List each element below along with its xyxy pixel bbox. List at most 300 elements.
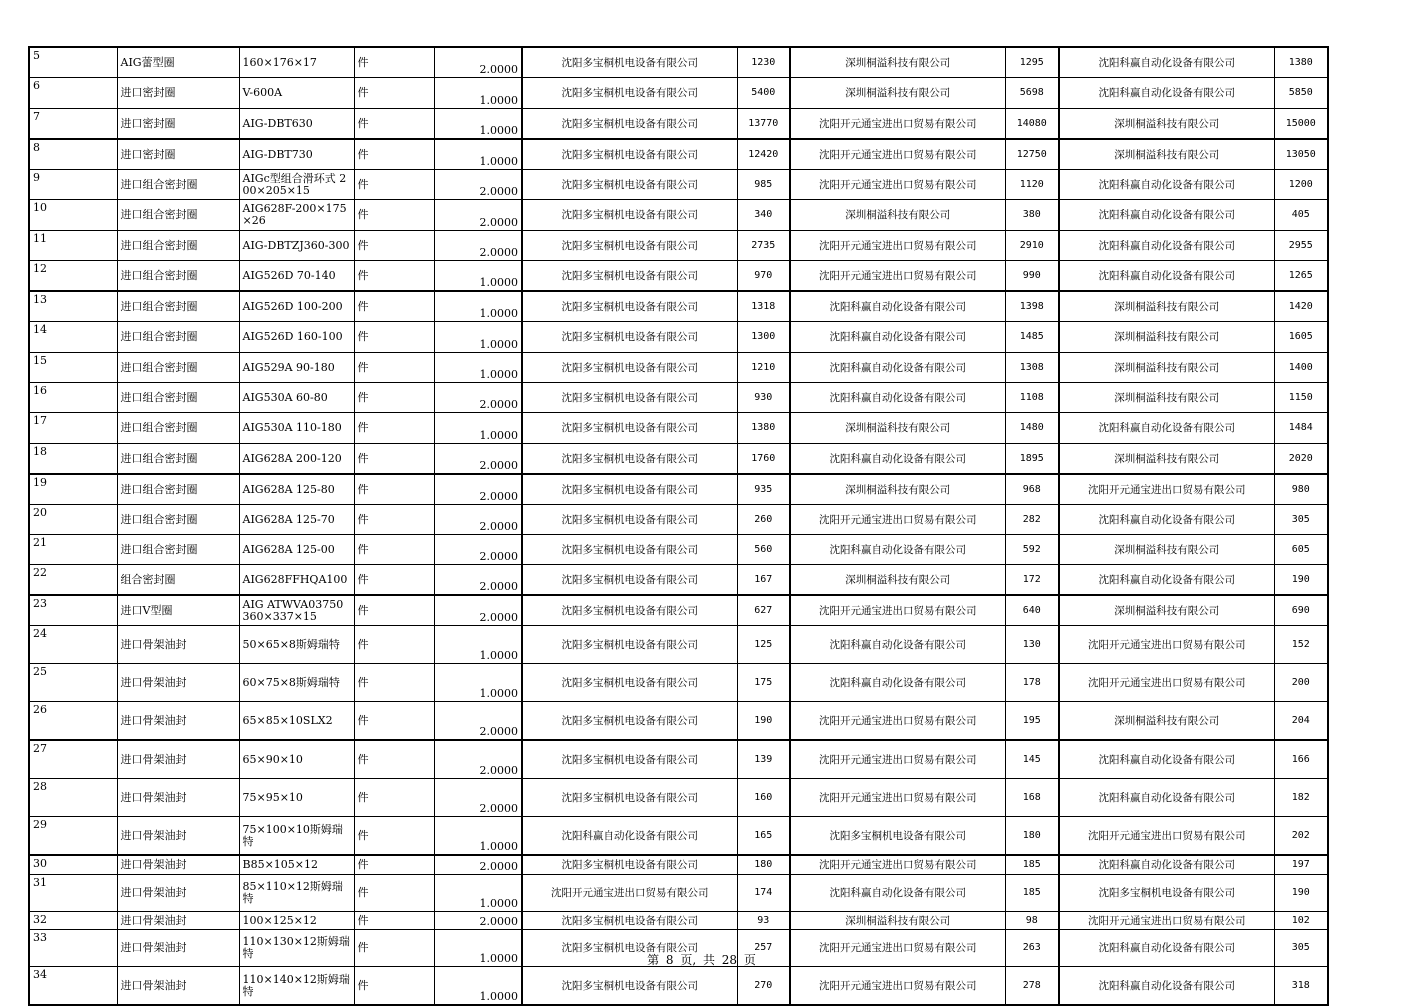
supplier-3-cell: 沈阳科赢自动化设备有限公司	[1059, 231, 1274, 261]
price-3-cell: 1380	[1274, 47, 1328, 78]
material-name-cell: 进口组合密封圈	[117, 353, 239, 383]
row-number-cell: 15	[29, 353, 117, 383]
price-2-cell: 1485	[1005, 322, 1059, 353]
row-number-cell: 27	[29, 740, 117, 779]
material-name-cell: 进口骨架油封	[117, 817, 239, 856]
supplier-1-cell: 沈阳多宝桐机电设备有限公司	[522, 78, 737, 109]
supplier-3-cell: 深圳桐溢科技有限公司	[1059, 353, 1274, 383]
quantity-cell: 1.0000	[434, 413, 522, 444]
material-name-cell: 组合密封圈	[117, 565, 239, 596]
price-2-cell: 14080	[1005, 109, 1059, 140]
material-spec-cell: 50×65×8斯姆瑞特	[239, 626, 354, 664]
material-spec-cell: AIG530A 110-180	[239, 413, 354, 444]
material-name-cell: 进口密封圈	[117, 78, 239, 109]
price-2-cell: 180	[1005, 817, 1059, 856]
supplier-1-cell: 沈阳多宝桐机电设备有限公司	[522, 474, 737, 505]
supplier-2-cell: 沈阳科赢自动化设备有限公司	[790, 353, 1005, 383]
row-number-cell: 28	[29, 779, 117, 817]
price-1-cell: 1210	[737, 353, 790, 383]
table-row	[29, 505, 1328, 535]
quantity-cell: 1.0000	[434, 322, 522, 353]
material-name-cell: 进口V型圈	[117, 595, 239, 626]
material-name-cell: 进口组合密封圈	[117, 200, 239, 231]
price-2-cell: 380	[1005, 200, 1059, 231]
price-3-cell: 102	[1274, 912, 1328, 930]
supplier-2-cell: 沈阳开元通宝进出口贸易有限公司	[790, 595, 1005, 626]
price-1-cell: 139	[737, 740, 790, 779]
supplier-1-cell: 沈阳多宝桐机电设备有限公司	[522, 505, 737, 535]
row-number-cell: 5	[29, 47, 117, 78]
unit-cell: 件	[354, 535, 434, 565]
supplier-1-cell: 沈阳多宝桐机电设备有限公司	[522, 322, 737, 353]
price-1-cell: 1318	[737, 291, 790, 322]
supplier-1-cell: 沈阳多宝桐机电设备有限公司	[522, 291, 737, 322]
material-spec-cell: B85×105×12	[239, 855, 354, 875]
unit-cell: 件	[354, 875, 434, 912]
supplier-2-cell: 深圳桐溢科技有限公司	[790, 47, 1005, 78]
price-1-cell: 180	[737, 855, 790, 875]
price-2-cell: 195	[1005, 702, 1059, 741]
material-name-cell: 进口骨架油封	[117, 855, 239, 875]
material-spec-cell: AIG-DBT730	[239, 139, 354, 170]
material-spec-cell: AIG526D 70-140	[239, 261, 354, 292]
supplier-2-cell: 沈阳开元通宝进出口贸易有限公司	[790, 505, 1005, 535]
price-2-cell: 12750	[1005, 139, 1059, 170]
price-2-cell: 640	[1005, 595, 1059, 626]
quantity-cell: 2.0000	[434, 47, 522, 78]
unit-cell: 件	[354, 78, 434, 109]
quantity-cell: 1.0000	[434, 109, 522, 140]
material-spec-cell: AIG628A 125-70	[239, 505, 354, 535]
material-spec-cell: AIG529A 90-180	[239, 353, 354, 383]
supplier-1-cell: 沈阳多宝桐机电设备有限公司	[522, 535, 737, 565]
material-name-cell: 进口组合密封圈	[117, 383, 239, 413]
price-1-cell: 935	[737, 474, 790, 505]
price-2-cell: 1895	[1005, 444, 1059, 475]
table-body	[29, 47, 1328, 1005]
price-2-cell: 1295	[1005, 47, 1059, 78]
table-row	[29, 967, 1328, 1006]
price-3-cell: 15000	[1274, 109, 1328, 140]
quantity-cell: 2.0000	[434, 474, 522, 505]
supplier-3-cell: 沈阳科赢自动化设备有限公司	[1059, 855, 1274, 875]
supplier-3-cell: 沈阳科赢自动化设备有限公司	[1059, 413, 1274, 444]
price-1-cell: 167	[737, 565, 790, 596]
material-spec-cell: AIG628F-200×175×26	[239, 200, 354, 231]
price-3-cell: 1265	[1274, 261, 1328, 292]
supplier-1-cell: 沈阳多宝桐机电设备有限公司	[522, 740, 737, 779]
quantity-cell: 2.0000	[434, 740, 522, 779]
supplier-2-cell: 沈阳开元通宝进出口贸易有限公司	[790, 109, 1005, 140]
supplier-1-cell: 沈阳多宝桐机电设备有限公司	[522, 702, 737, 741]
price-3-cell: 5850	[1274, 78, 1328, 109]
price-1-cell: 985	[737, 170, 790, 200]
table-row	[29, 413, 1328, 444]
material-name-cell: 进口骨架油封	[117, 702, 239, 741]
price-2-cell: 1480	[1005, 413, 1059, 444]
row-number-cell: 19	[29, 474, 117, 505]
row-number-cell: 16	[29, 383, 117, 413]
supplier-3-cell: 沈阳科赢自动化设备有限公司	[1059, 47, 1274, 78]
supplier-2-cell: 沈阳科赢自动化设备有限公司	[790, 626, 1005, 664]
material-name-cell: 进口骨架油封	[117, 912, 239, 930]
price-3-cell: 182	[1274, 779, 1328, 817]
supplier-3-cell: 沈阳科赢自动化设备有限公司	[1059, 78, 1274, 109]
row-number-cell: 33	[29, 930, 117, 967]
table-row	[29, 109, 1328, 140]
price-1-cell: 1300	[737, 322, 790, 353]
row-number-cell: 30	[29, 855, 117, 875]
material-name-cell: 进口组合密封圈	[117, 291, 239, 322]
supplier-2-cell: 沈阳开元通宝进出口贸易有限公司	[790, 261, 1005, 292]
supplier-3-cell: 沈阳科赢自动化设备有限公司	[1059, 779, 1274, 817]
material-name-cell: 进口骨架油封	[117, 875, 239, 912]
row-number-cell: 23	[29, 595, 117, 626]
quantity-cell: 2.0000	[434, 170, 522, 200]
quantity-cell: 1.0000	[434, 353, 522, 383]
supplier-1-cell: 沈阳多宝桐机电设备有限公司	[522, 353, 737, 383]
price-3-cell: 305	[1274, 930, 1328, 967]
unit-cell: 件	[354, 626, 434, 664]
quantity-cell: 2.0000	[434, 383, 522, 413]
supplier-3-cell: 沈阳科赢自动化设备有限公司	[1059, 740, 1274, 779]
supplier-1-cell: 沈阳多宝桐机电设备有限公司	[522, 912, 737, 930]
supplier-2-cell: 沈阳科赢自动化设备有限公司	[790, 291, 1005, 322]
material-name-cell: 进口骨架油封	[117, 626, 239, 664]
row-number-cell: 34	[29, 967, 117, 1006]
price-3-cell: 1200	[1274, 170, 1328, 200]
quantity-cell: 1.0000	[434, 139, 522, 170]
price-3-cell: 197	[1274, 855, 1328, 875]
supplier-3-cell: 沈阳科赢自动化设备有限公司	[1059, 930, 1274, 967]
material-name-cell: 进口骨架油封	[117, 930, 239, 967]
unit-cell: 件	[354, 912, 434, 930]
price-2-cell: 178	[1005, 664, 1059, 702]
unit-cell: 件	[354, 817, 434, 856]
table-row	[29, 291, 1328, 322]
supplier-3-cell: 深圳桐溢科技有限公司	[1059, 383, 1274, 413]
price-3-cell: 405	[1274, 200, 1328, 231]
supplier-1-cell: 沈阳多宝桐机电设备有限公司	[522, 139, 737, 170]
price-3-cell: 190	[1274, 875, 1328, 912]
supplier-3-cell: 深圳桐溢科技有限公司	[1059, 595, 1274, 626]
price-1-cell: 93	[737, 912, 790, 930]
price-3-cell: 13050	[1274, 139, 1328, 170]
supplier-3-cell: 沈阳科赢自动化设备有限公司	[1059, 170, 1274, 200]
table-row	[29, 664, 1328, 702]
quantity-cell: 2.0000	[434, 702, 522, 741]
supplier-2-cell: 沈阳多宝桐机电设备有限公司	[790, 817, 1005, 856]
row-number-cell: 26	[29, 702, 117, 741]
price-1-cell: 190	[737, 702, 790, 741]
supplier-3-cell: 沈阳开元通宝进出口贸易有限公司	[1059, 664, 1274, 702]
unit-cell: 件	[354, 779, 434, 817]
unit-cell: 件	[354, 353, 434, 383]
supplier-3-cell: 沈阳科赢自动化设备有限公司	[1059, 565, 1274, 596]
quantity-cell: 2.0000	[434, 912, 522, 930]
material-spec-cell: 110×140×12斯姆瑞特	[239, 967, 354, 1006]
price-1-cell: 560	[737, 535, 790, 565]
quantity-cell: 2.0000	[434, 595, 522, 626]
unit-cell: 件	[354, 595, 434, 626]
price-3-cell: 605	[1274, 535, 1328, 565]
quantity-cell: 2.0000	[434, 444, 522, 475]
unit-cell: 件	[354, 261, 434, 292]
material-spec-cell: AIG628A 125-00	[239, 535, 354, 565]
material-spec-cell: AIG-DBT630	[239, 109, 354, 140]
supplier-3-cell: 沈阳开元通宝进出口贸易有限公司	[1059, 912, 1274, 930]
row-number-cell: 8	[29, 139, 117, 170]
supplier-2-cell: 沈阳科赢自动化设备有限公司	[790, 875, 1005, 912]
supplier-2-cell: 深圳桐溢科技有限公司	[790, 78, 1005, 109]
material-spec-cell: 60×75×8斯姆瑞特	[239, 664, 354, 702]
supplier-1-cell: 沈阳多宝桐机电设备有限公司	[522, 967, 737, 1006]
table-row	[29, 702, 1328, 741]
price-3-cell: 204	[1274, 702, 1328, 741]
price-2-cell: 168	[1005, 779, 1059, 817]
table-row	[29, 779, 1328, 817]
table-row	[29, 78, 1328, 109]
supplier-1-cell: 沈阳多宝桐机电设备有限公司	[522, 47, 737, 78]
material-name-cell: 进口组合密封圈	[117, 474, 239, 505]
price-1-cell: 174	[737, 875, 790, 912]
supplier-3-cell: 沈阳开元通宝进出口贸易有限公司	[1059, 474, 1274, 505]
supplier-3-cell: 深圳桐溢科技有限公司	[1059, 291, 1274, 322]
table-row	[29, 855, 1328, 875]
unit-cell: 件	[354, 855, 434, 875]
material-name-cell: AIG蕾型圈	[117, 47, 239, 78]
price-2-cell: 185	[1005, 855, 1059, 875]
quantity-cell: 2.0000	[434, 535, 522, 565]
material-spec-cell: AIG526D 100-200	[239, 291, 354, 322]
price-1-cell: 1230	[737, 47, 790, 78]
price-2-cell: 185	[1005, 875, 1059, 912]
row-number-cell: 20	[29, 505, 117, 535]
material-spec-cell: AIG ATWVA03750 360×337×15	[239, 595, 354, 626]
quantity-cell: 2.0000	[434, 505, 522, 535]
price-1-cell: 340	[737, 200, 790, 231]
unit-cell: 件	[354, 139, 434, 170]
supplier-2-cell: 深圳桐溢科技有限公司	[790, 565, 1005, 596]
supplier-3-cell: 沈阳科赢自动化设备有限公司	[1059, 200, 1274, 231]
material-name-cell: 进口组合密封圈	[117, 535, 239, 565]
price-2-cell: 145	[1005, 740, 1059, 779]
supplier-3-cell: 深圳桐溢科技有限公司	[1059, 702, 1274, 741]
material-spec-cell: AIG530A 60-80	[239, 383, 354, 413]
price-3-cell: 1484	[1274, 413, 1328, 444]
supplier-2-cell: 沈阳科赢自动化设备有限公司	[790, 322, 1005, 353]
material-name-cell: 进口骨架油封	[117, 740, 239, 779]
quotation-table	[28, 46, 1329, 1006]
table-row	[29, 353, 1328, 383]
unit-cell: 件	[354, 474, 434, 505]
price-2-cell: 592	[1005, 535, 1059, 565]
supplier-1-cell: 沈阳多宝桐机电设备有限公司	[522, 444, 737, 475]
material-name-cell: 进口骨架油封	[117, 967, 239, 1006]
supplier-1-cell: 沈阳多宝桐机电设备有限公司	[522, 109, 737, 140]
material-spec-cell: AIGc型组合滑环式 200×205×15	[239, 170, 354, 200]
row-number-cell: 31	[29, 875, 117, 912]
price-3-cell: 980	[1274, 474, 1328, 505]
price-2-cell: 2910	[1005, 231, 1059, 261]
material-spec-cell: 100×125×12	[239, 912, 354, 930]
price-2-cell: 130	[1005, 626, 1059, 664]
unit-cell: 件	[354, 967, 434, 1006]
price-3-cell: 305	[1274, 505, 1328, 535]
supplier-2-cell: 沈阳科赢自动化设备有限公司	[790, 383, 1005, 413]
supplier-1-cell: 沈阳多宝桐机电设备有限公司	[522, 930, 737, 967]
price-2-cell: 282	[1005, 505, 1059, 535]
supplier-2-cell: 沈阳开元通宝进出口贸易有限公司	[790, 231, 1005, 261]
unit-cell: 件	[354, 444, 434, 475]
quantity-cell: 1.0000	[434, 875, 522, 912]
material-spec-cell: 75×100×10斯姆瑞特	[239, 817, 354, 856]
material-name-cell: 进口组合密封圈	[117, 413, 239, 444]
quantity-cell: 1.0000	[434, 930, 522, 967]
quantity-cell: 1.0000	[434, 78, 522, 109]
page-footer: 第 8 页, 共 28 页	[647, 953, 756, 967]
row-number-cell: 11	[29, 231, 117, 261]
supplier-3-cell: 深圳桐溢科技有限公司	[1059, 535, 1274, 565]
supplier-1-cell: 沈阳多宝桐机电设备有限公司	[522, 595, 737, 626]
material-name-cell: 进口组合密封圈	[117, 444, 239, 475]
material-spec-cell: AIG-DBTZJ360-300	[239, 231, 354, 261]
supplier-2-cell: 沈阳开元通宝进出口贸易有限公司	[790, 170, 1005, 200]
unit-cell: 件	[354, 291, 434, 322]
material-name-cell: 进口密封圈	[117, 139, 239, 170]
price-2-cell: 1120	[1005, 170, 1059, 200]
table-row	[29, 383, 1328, 413]
supplier-1-cell: 沈阳多宝桐机电设备有限公司	[522, 626, 737, 664]
table-row	[29, 875, 1328, 912]
table-row	[29, 626, 1328, 664]
price-2-cell: 968	[1005, 474, 1059, 505]
price-3-cell: 152	[1274, 626, 1328, 664]
table-row	[29, 47, 1328, 78]
price-1-cell: 12420	[737, 139, 790, 170]
price-1-cell: 125	[737, 626, 790, 664]
quantity-cell: 1.0000	[434, 817, 522, 856]
price-2-cell: 1398	[1005, 291, 1059, 322]
material-name-cell: 进口骨架油封	[117, 664, 239, 702]
price-3-cell: 318	[1274, 967, 1328, 1006]
supplier-3-cell: 沈阳开元通宝进出口贸易有限公司	[1059, 817, 1274, 856]
table-row	[29, 912, 1328, 930]
price-1-cell: 970	[737, 261, 790, 292]
price-3-cell: 2020	[1274, 444, 1328, 475]
price-3-cell: 190	[1274, 565, 1328, 596]
table-row	[29, 322, 1328, 353]
price-3-cell: 1150	[1274, 383, 1328, 413]
unit-cell: 件	[354, 413, 434, 444]
supplier-3-cell: 深圳桐溢科技有限公司	[1059, 322, 1274, 353]
supplier-2-cell: 深圳桐溢科技有限公司	[790, 200, 1005, 231]
supplier-1-cell: 沈阳多宝桐机电设备有限公司	[522, 565, 737, 596]
unit-cell: 件	[354, 322, 434, 353]
row-number-cell: 24	[29, 626, 117, 664]
supplier-3-cell: 沈阳科赢自动化设备有限公司	[1059, 967, 1274, 1006]
supplier-2-cell: 深圳桐溢科技有限公司	[790, 413, 1005, 444]
supplier-3-cell: 深圳桐溢科技有限公司	[1059, 109, 1274, 140]
supplier-2-cell: 沈阳科赢自动化设备有限公司	[790, 535, 1005, 565]
material-name-cell: 进口组合密封圈	[117, 261, 239, 292]
price-3-cell: 200	[1274, 664, 1328, 702]
unit-cell: 件	[354, 109, 434, 140]
row-number-cell: 17	[29, 413, 117, 444]
material-spec-cell: 65×85×10SLX2	[239, 702, 354, 741]
material-name-cell: 进口组合密封圈	[117, 231, 239, 261]
price-1-cell: 175	[737, 664, 790, 702]
supplier-2-cell: 沈阳开元通宝进出口贸易有限公司	[790, 779, 1005, 817]
supplier-2-cell: 沈阳开元通宝进出口贸易有限公司	[790, 139, 1005, 170]
quantity-cell: 1.0000	[434, 967, 522, 1006]
price-2-cell: 263	[1005, 930, 1059, 967]
row-number-cell: 7	[29, 109, 117, 140]
price-3-cell: 1420	[1274, 291, 1328, 322]
table-row	[29, 231, 1328, 261]
supplier-3-cell: 沈阳多宝桐机电设备有限公司	[1059, 875, 1274, 912]
price-3-cell: 1605	[1274, 322, 1328, 353]
table-row	[29, 200, 1328, 231]
price-1-cell: 13770	[737, 109, 790, 140]
supplier-2-cell: 沈阳开元通宝进出口贸易有限公司	[790, 967, 1005, 1006]
quantity-cell: 1.0000	[434, 626, 522, 664]
supplier-1-cell: 沈阳科赢自动化设备有限公司	[522, 817, 737, 856]
supplier-1-cell: 沈阳多宝桐机电设备有限公司	[522, 200, 737, 231]
price-2-cell: 172	[1005, 565, 1059, 596]
unit-cell: 件	[354, 740, 434, 779]
price-3-cell: 202	[1274, 817, 1328, 856]
price-1-cell: 627	[737, 595, 790, 626]
price-2-cell: 98	[1005, 912, 1059, 930]
price-2-cell: 5698	[1005, 78, 1059, 109]
table-row	[29, 170, 1328, 200]
price-3-cell: 690	[1274, 595, 1328, 626]
material-name-cell: 进口密封圈	[117, 109, 239, 140]
material-spec-cell: 75×95×10	[239, 779, 354, 817]
table-row	[29, 261, 1328, 292]
material-spec-cell: AIG628A 125-80	[239, 474, 354, 505]
price-3-cell: 2955	[1274, 231, 1328, 261]
quantity-cell: 2.0000	[434, 855, 522, 875]
quantity-cell: 1.0000	[434, 291, 522, 322]
price-1-cell: 165	[737, 817, 790, 856]
price-1-cell: 270	[737, 967, 790, 1006]
row-number-cell: 25	[29, 664, 117, 702]
row-number-cell: 32	[29, 912, 117, 930]
unit-cell: 件	[354, 200, 434, 231]
quantity-cell: 2.0000	[434, 200, 522, 231]
supplier-1-cell: 沈阳开元通宝进出口贸易有限公司	[522, 875, 737, 912]
supplier-3-cell: 沈阳开元通宝进出口贸易有限公司	[1059, 626, 1274, 664]
quantity-cell: 2.0000	[434, 779, 522, 817]
material-name-cell: 进口骨架油封	[117, 779, 239, 817]
table-row	[29, 817, 1328, 856]
table-row	[29, 535, 1328, 565]
supplier-2-cell: 沈阳科赢自动化设备有限公司	[790, 664, 1005, 702]
supplier-1-cell: 沈阳多宝桐机电设备有限公司	[522, 779, 737, 817]
supplier-1-cell: 沈阳多宝桐机电设备有限公司	[522, 231, 737, 261]
material-spec-cell: 110×130×12斯姆瑞特	[239, 930, 354, 967]
row-number-cell: 9	[29, 170, 117, 200]
material-spec-cell: AIG526D 160-100	[239, 322, 354, 353]
table-row	[29, 139, 1328, 170]
quantity-cell: 1.0000	[434, 261, 522, 292]
supplier-2-cell: 沈阳开元通宝进出口贸易有限公司	[790, 702, 1005, 741]
quantity-cell: 2.0000	[434, 231, 522, 261]
unit-cell: 件	[354, 47, 434, 78]
row-number-cell: 18	[29, 444, 117, 475]
